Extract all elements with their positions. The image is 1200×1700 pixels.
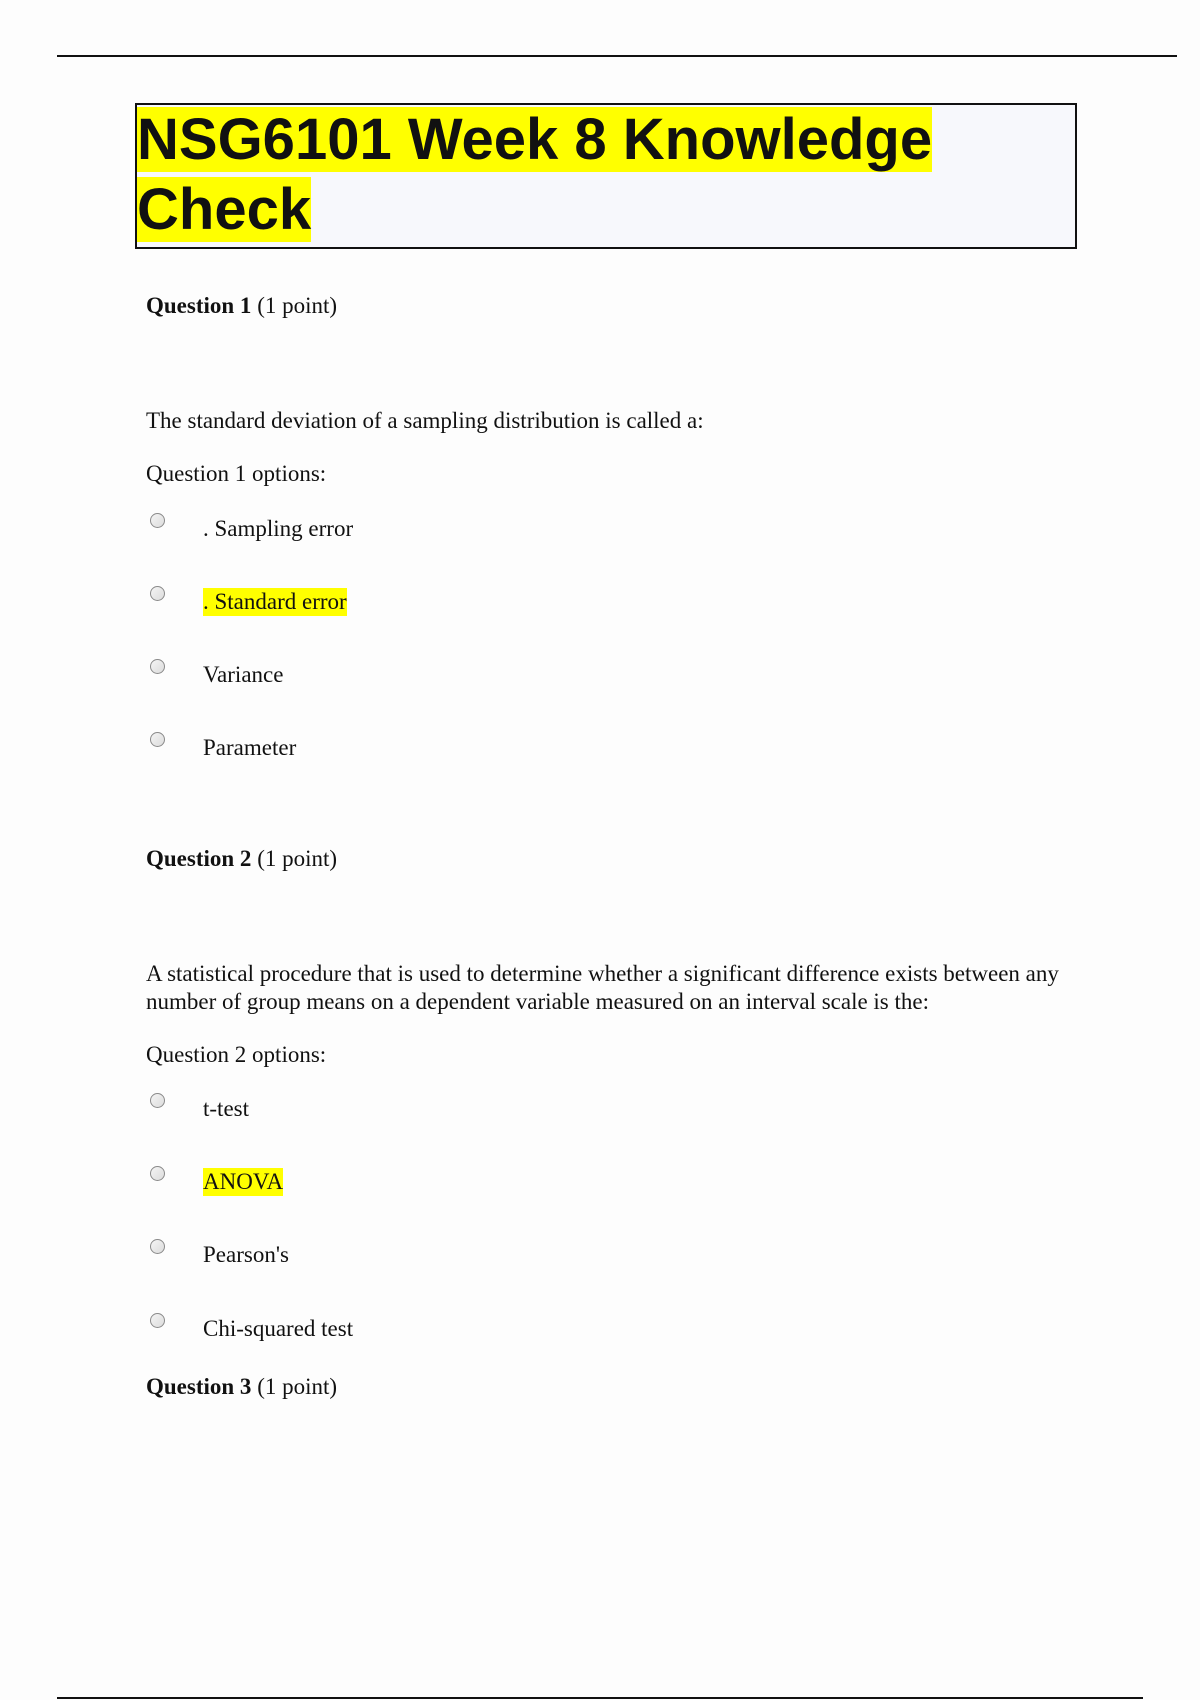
question-2-text: A statistical procedure that is used to determine whether a significant difference exists between any number of group means on a dependent variable measured on an interval scale is the: [146, 961, 1059, 1014]
option-label-highlighted: ANOVA [203, 1169, 284, 1194]
question-3-points: (1 point) [257, 1374, 338, 1399]
question-2-points: (1 point) [257, 846, 338, 871]
question-1-heading [146, 292, 337, 320]
radio-button[interactable] [150, 513, 165, 528]
question-1-number: Question 1 [146, 293, 252, 318]
question-2-heading [146, 845, 337, 873]
radio-button[interactable] [150, 1166, 165, 1181]
radio-button[interactable] [150, 1239, 165, 1254]
title-box [135, 103, 1077, 249]
option-label: Chi-squared test [203, 1316, 354, 1341]
question-1-points: (1 point) [257, 293, 338, 318]
question-2-number: Question 2 [146, 846, 252, 871]
question-2-option-4[interactable] [148, 1313, 748, 1343]
question-2-option-3[interactable] [148, 1239, 748, 1269]
option-label: . Sampling error [203, 516, 354, 541]
radio-button[interactable] [150, 1313, 165, 1328]
bottom-rule [57, 1697, 1143, 1699]
question-1-option-4[interactable] [148, 732, 748, 762]
page-title-text: NSG6101 Week 8 Knowledge Check [137, 107, 933, 242]
option-label: t-test [203, 1096, 249, 1121]
question-1-option-2[interactable] [148, 586, 748, 616]
question-1-option-1[interactable] [148, 513, 748, 543]
radio-button[interactable] [150, 732, 165, 747]
option-label: Variance [203, 662, 284, 687]
question-1-text: The standard deviation of a sampling distribution is called a: [146, 408, 704, 433]
option-label: Pearson's [203, 1242, 289, 1267]
question-1-options-label: Question 1 options: [146, 461, 327, 486]
radio-button[interactable] [150, 659, 165, 674]
radio-button[interactable] [150, 586, 165, 601]
option-label-highlighted: . Standard error [203, 589, 347, 614]
question-2-option-1[interactable] [148, 1093, 748, 1123]
option-label: Parameter [203, 735, 297, 760]
question-3-heading [146, 1373, 337, 1401]
page-title [137, 105, 967, 245]
radio-button[interactable] [150, 1093, 165, 1108]
question-2-options-label: Question 2 options: [146, 1042, 327, 1067]
top-rule [57, 55, 1177, 57]
question-3-number: Question 3 [146, 1374, 252, 1399]
question-2-option-2[interactable] [148, 1166, 748, 1196]
question-1-option-3[interactable] [148, 659, 748, 689]
